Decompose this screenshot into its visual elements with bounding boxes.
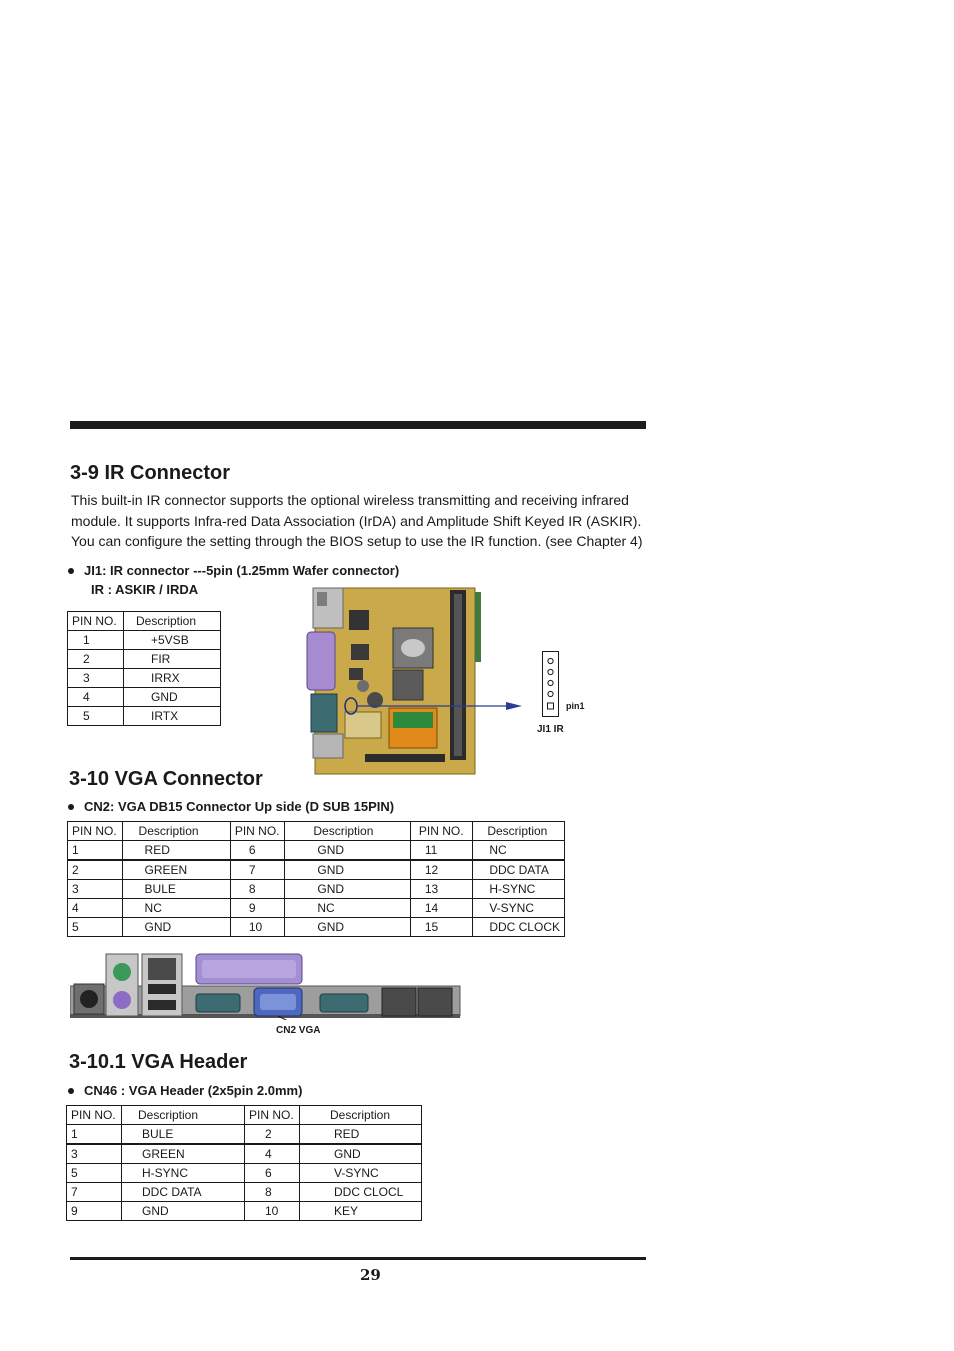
pin-cell: 2: [68, 860, 123, 880]
pin-cell: 13: [410, 880, 472, 899]
desc-cell: GND: [285, 860, 411, 880]
pin-cell: 7: [67, 1183, 122, 1202]
pin-cell: 11: [410, 841, 472, 861]
table-row: [67, 1125, 422, 1145]
header-cell: PIN NO.: [67, 1106, 122, 1125]
table-row: [68, 650, 221, 669]
desc-cell: GND: [124, 688, 221, 707]
bullet-icon: [68, 1088, 74, 1094]
vga-bullet-text: CN2: VGA DB15 Connector Up side (D SUB 15PIN): [84, 799, 395, 814]
ir-description-line-2: module. It supports Infra-red Data Association (IrDA) and Amplitude Shift Keyed IR (ASKIR).: [71, 512, 642, 529]
desc-cell: GREEN: [122, 1144, 245, 1164]
desc-cell: IRTX: [124, 707, 221, 726]
pin-cell: 12: [410, 860, 472, 880]
pin-cell: 9: [67, 1202, 122, 1221]
pin-cell: 8: [245, 1183, 300, 1202]
pin-cell: 1: [67, 1125, 122, 1145]
bullet-icon: [68, 568, 74, 574]
desc-cell: RED: [122, 841, 230, 861]
pin-cell: 2: [245, 1125, 300, 1145]
table-row: [68, 880, 565, 899]
pin-cell: 2: [68, 650, 124, 669]
table-row: [67, 1202, 422, 1221]
page-number: 29: [360, 1266, 381, 1284]
pin-cell: 5: [67, 1164, 122, 1183]
header-cell: Description: [122, 1106, 245, 1125]
top-rule: [70, 421, 646, 429]
pin-cell: 8: [230, 880, 285, 899]
header-cell: Description: [122, 822, 230, 841]
desc-cell: V-SYNC: [300, 1164, 422, 1183]
desc-cell: NC: [473, 841, 565, 861]
pin1-label: pin1: [566, 701, 585, 711]
desc-cell: DDC CLOCK: [473, 918, 565, 937]
pin-cell: 15: [410, 918, 472, 937]
header-cell: Description: [300, 1106, 422, 1125]
table-row: [68, 669, 221, 688]
table-header-row: [67, 1106, 422, 1125]
pin-cell: 4: [245, 1144, 300, 1164]
ir-bullet-text: JI1: IR connector ---5pin (1.25mm Wafer connector): [84, 563, 400, 578]
pointer-arrow-icon: [470, 696, 526, 716]
table-header-row: [68, 612, 221, 631]
desc-cell: NC: [285, 899, 411, 918]
desc-cell: DDC DATA: [122, 1183, 245, 1202]
desc-cell: +5VSB: [124, 631, 221, 650]
desc-cell: FIR: [124, 650, 221, 669]
header-cell: PIN NO.: [230, 822, 285, 841]
desc-cell: KEY: [300, 1202, 422, 1221]
desc-cell: V-SYNC: [473, 899, 565, 918]
ir-connector-label: JI1 IR: [537, 724, 564, 735]
ir-connector-diagram: [542, 651, 559, 717]
pin-cell: 10: [245, 1202, 300, 1221]
ir-bullet-sub: IR : ASKIR / IRDA: [91, 582, 199, 597]
cn2-vga-label: CN2 VGA: [276, 1025, 321, 1036]
pin-cell: 4: [68, 688, 124, 707]
pin-cell: 14: [410, 899, 472, 918]
section-title-vga-header: 3-10.1 VGA Header: [69, 1051, 248, 1073]
pin-cell: 3: [68, 880, 123, 899]
header-cell: Description: [285, 822, 411, 841]
pin-cell: 1: [68, 841, 123, 861]
desc-cell: GND: [122, 918, 230, 937]
pin-cell: 5: [68, 707, 124, 726]
table-row: [68, 707, 221, 726]
table-row: [67, 1164, 422, 1183]
pin-cell: 3: [68, 669, 124, 688]
table-row: [67, 1144, 422, 1164]
section-title-vga: 3-10 VGA Connector: [69, 768, 263, 790]
header-cell: Description: [473, 822, 565, 841]
desc-cell: GND: [122, 1202, 245, 1221]
table-row: [68, 631, 221, 650]
desc-cell: GND: [285, 918, 411, 937]
pin-cell: 3: [67, 1144, 122, 1164]
header-cell: PIN NO.: [245, 1106, 300, 1125]
header-cell: Description: [124, 612, 221, 631]
pin-cell: 6: [245, 1164, 300, 1183]
section-title-ir: 3-9 IR Connector: [70, 462, 231, 484]
pin-cell: 5: [68, 918, 123, 937]
table-row: [68, 899, 565, 918]
desc-cell: GREEN: [122, 860, 230, 880]
table-row: [68, 688, 221, 707]
vga-header-pin-table: [66, 1105, 422, 1221]
desc-cell: RED: [300, 1125, 422, 1145]
desc-cell: H-SYNC: [473, 880, 565, 899]
bottom-rule: [70, 1257, 646, 1260]
desc-cell: NC: [122, 899, 230, 918]
desc-cell: BULE: [122, 880, 230, 899]
desc-cell: DDC CLOCL: [300, 1183, 422, 1202]
header-cell: PIN NO.: [68, 822, 123, 841]
pin-cell: 1: [68, 631, 124, 650]
desc-cell: GND: [285, 841, 411, 861]
pin-cell: 4: [68, 899, 123, 918]
ir-description-line-1: This built-in IR connector supports the optional wireless transmitting and receiving infrared: [71, 492, 629, 508]
pin-cell: 7: [230, 860, 285, 880]
vga-pin-table: [67, 821, 565, 937]
vga-header-bullet: [68, 1083, 302, 1098]
desc-cell: IRRX: [124, 669, 221, 688]
ir-pin-table: [67, 611, 221, 726]
table-row: [68, 860, 565, 880]
ir-description: [71, 490, 671, 552]
motherboard-image: [305, 582, 481, 777]
desc-cell: GND: [285, 880, 411, 899]
pin-cell: 6: [230, 841, 285, 861]
table-row: [68, 918, 565, 937]
bullet-icon: [68, 804, 74, 810]
table-row: [67, 1183, 422, 1202]
table-row: [68, 841, 565, 861]
header-cell: PIN NO.: [410, 822, 472, 841]
io-panel-image: [70, 950, 462, 1020]
desc-cell: GND: [300, 1144, 422, 1164]
desc-cell: DDC DATA: [473, 860, 565, 880]
header-cell: PIN NO.: [68, 612, 124, 631]
vga-header-bullet-text: CN46 : VGA Header (2x5pin 2.0mm): [84, 1083, 303, 1098]
desc-cell: H-SYNC: [122, 1164, 245, 1183]
ir-description-line-3: You can configure the setting through the BIOS setup to use the IR function. (see Chapter 4): [71, 533, 643, 549]
vga-bullet: [68, 799, 394, 814]
ir-bullet: [68, 563, 399, 578]
table-header-row: [68, 822, 565, 841]
desc-cell: BULE: [122, 1125, 245, 1145]
pin-cell: 9: [230, 899, 285, 918]
pin-cell: 10: [230, 918, 285, 937]
